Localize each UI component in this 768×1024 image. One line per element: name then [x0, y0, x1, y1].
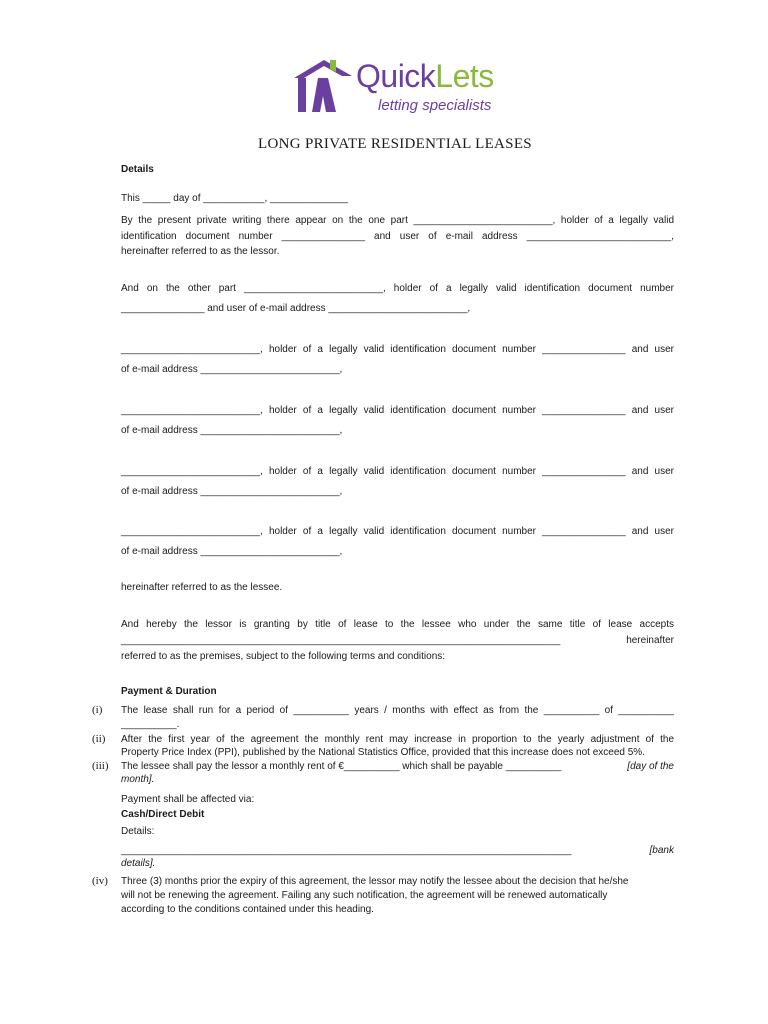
payment-method: Cash/Direct Debit: [121, 809, 205, 820]
clause-number-i: (i): [92, 704, 103, 716]
lessee-4-line-b: of e-mail address _________________________,: [121, 546, 343, 557]
logo-word-quick: Quick: [356, 58, 436, 94]
lessee-2-line-b: of e-mail address _________________________,: [121, 425, 343, 436]
clause-number-iv: (iv): [92, 875, 108, 887]
clause-number-iii: (iii): [92, 760, 109, 772]
clause-ii-line-1: After the first year of the agreement the monthly rent may increase in proportion to the yearly adjustment of the: [121, 734, 674, 745]
payment-details-label: Details:: [121, 826, 155, 837]
lessee-1-line-b: of e-mail address _________________________,: [121, 364, 343, 375]
clause-i-line-2: __________.: [121, 719, 180, 730]
clause-iv-line-3: according to the conditions contained under this heading.: [121, 904, 374, 915]
clause-i-line-1: The lease shall run for a period of __________ years / months with effect as from the __________ of __________: [121, 705, 674, 716]
payment-via-text: Payment shall be affected via:: [121, 794, 255, 805]
details-heading: Details: [121, 164, 154, 175]
bank-details-blank: _________________________________________________________________________________: [121, 845, 572, 856]
payment-heading: Payment & Duration: [121, 686, 217, 697]
lessee-2-line-a: _________________________, holder of a legally valid identification document number _______________ and user: [121, 405, 674, 416]
lessee-reference: hereinafter referred to as the lessee.: [121, 582, 283, 593]
logo-wordmark: [356, 58, 494, 94]
clause-iii-line-2: month].: [121, 774, 155, 785]
lessor-line-1: By the present private writing there appear on the one part _________________________, holder of a legally valid: [121, 215, 674, 226]
clause-number-ii: (ii): [92, 733, 106, 745]
company-logo: [290, 56, 510, 120]
lessee-4-line-a: _________________________, holder of a legally valid identification document number _______________ and user: [121, 526, 674, 537]
bank-details-label: details].: [121, 858, 156, 869]
lessor-line-3: hereinafter referred to as the lessor.: [121, 246, 280, 257]
clause-iii-day-of-the: [day of the: [627, 761, 674, 772]
lessee-3-line-a: _________________________, holder of a legally valid identification document number _______________ and user: [121, 466, 674, 477]
date-line: This _____ day of ___________, ______________: [121, 193, 348, 204]
grant-line-2-hereinafter: hereinafter: [626, 635, 674, 646]
clause-iv-line-2: will not be renewing the agreement. Failing any such notification, the agreement will be renewed automatically: [121, 890, 608, 901]
grant-line-3: referred to as the premises, subject to the following terms and conditions:: [121, 651, 446, 662]
clause-iii-line-1: The lessee shall pay the lessor a monthly rent of €__________ which shall be payable __________: [121, 761, 562, 772]
lessee-1-line-a: _________________________, holder of a legally valid identification document number _______________ and user: [121, 344, 674, 355]
other-part-line-1: And on the other part _________________________, holder of a legally valid identification document number: [121, 283, 674, 294]
grant-line-1: And hereby the lessor is granting by title of lease to the lessee who under the same title of lease accepts: [121, 619, 674, 630]
lessor-line-2: identification document number _______________ and user of e-mail address __________________________,: [121, 231, 674, 242]
document-title: LONG PRIVATE RESIDENTIAL LEASES: [258, 136, 532, 152]
house-icon: [290, 56, 354, 114]
logo-word-lets: Lets: [435, 58, 494, 94]
lessee-3-line-b: of e-mail address _________________________,: [121, 486, 343, 497]
clause-ii-line-2: Property Price Index (PPI), published by the National Statistics Office, provided that this increase does not exceed 5%.: [121, 747, 645, 758]
bank-label: [bank: [649, 845, 674, 856]
logo-tagline: letting specialists: [378, 97, 492, 114]
other-part-line-2: _______________ and user of e-mail address _________________________,: [121, 303, 471, 314]
clause-iv-line-1: Three (3) months prior the expiry of this agreement, the lessor may notify the lessee about the decision that he/she: [121, 876, 629, 887]
grant-line-2-blank: _______________________________________________________________________________: [121, 635, 561, 646]
